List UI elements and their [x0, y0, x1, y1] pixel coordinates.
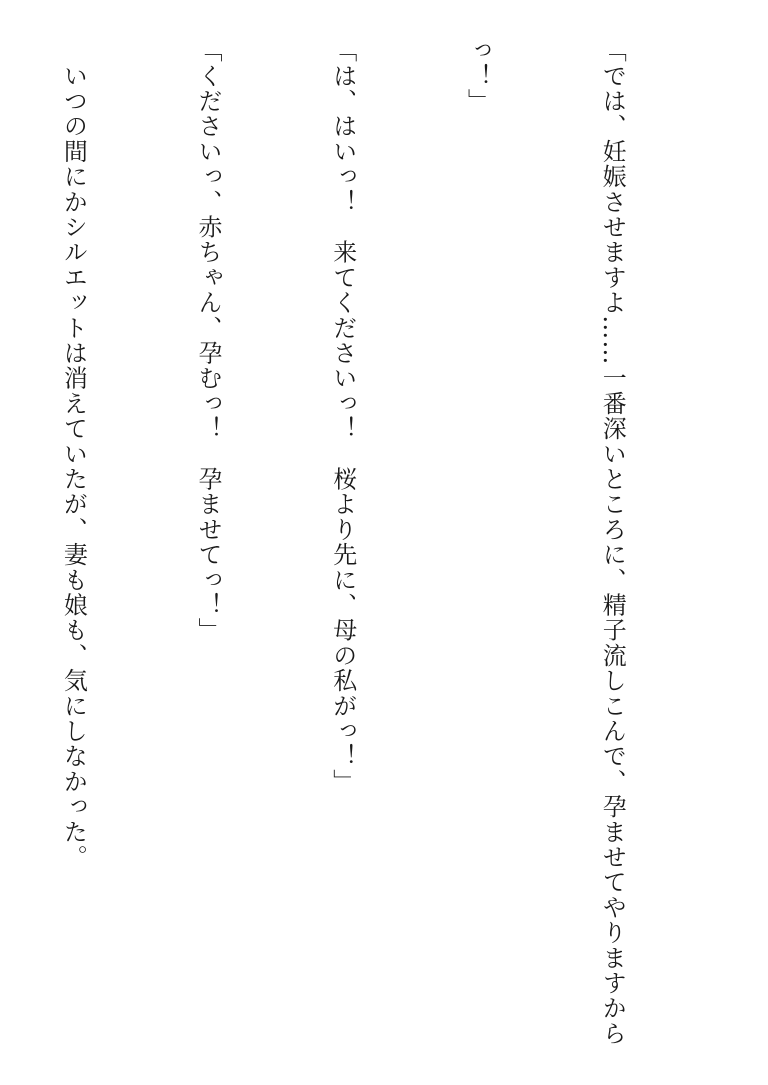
text-line: 「くださいっ、赤ちゃん、孕むっ！ 孕ませてっ！」: [194, 38, 223, 643]
text-line: いつの間にかシルエットは消えていたが、妻も娘も、気にしなかった。: [59, 38, 88, 870]
text-line: 「は、はいっ！ 来てくださいっ！ 桜より先に、母の私がっ！」: [328, 38, 357, 794]
text-line: っ！」: [463, 38, 492, 114]
text-line: 「では、妊娠させますよ……一番深いところに、精子流しこんで、孕ませてやりますから: [598, 38, 627, 1046]
vertical-text-body: [0, 38, 724, 1048]
